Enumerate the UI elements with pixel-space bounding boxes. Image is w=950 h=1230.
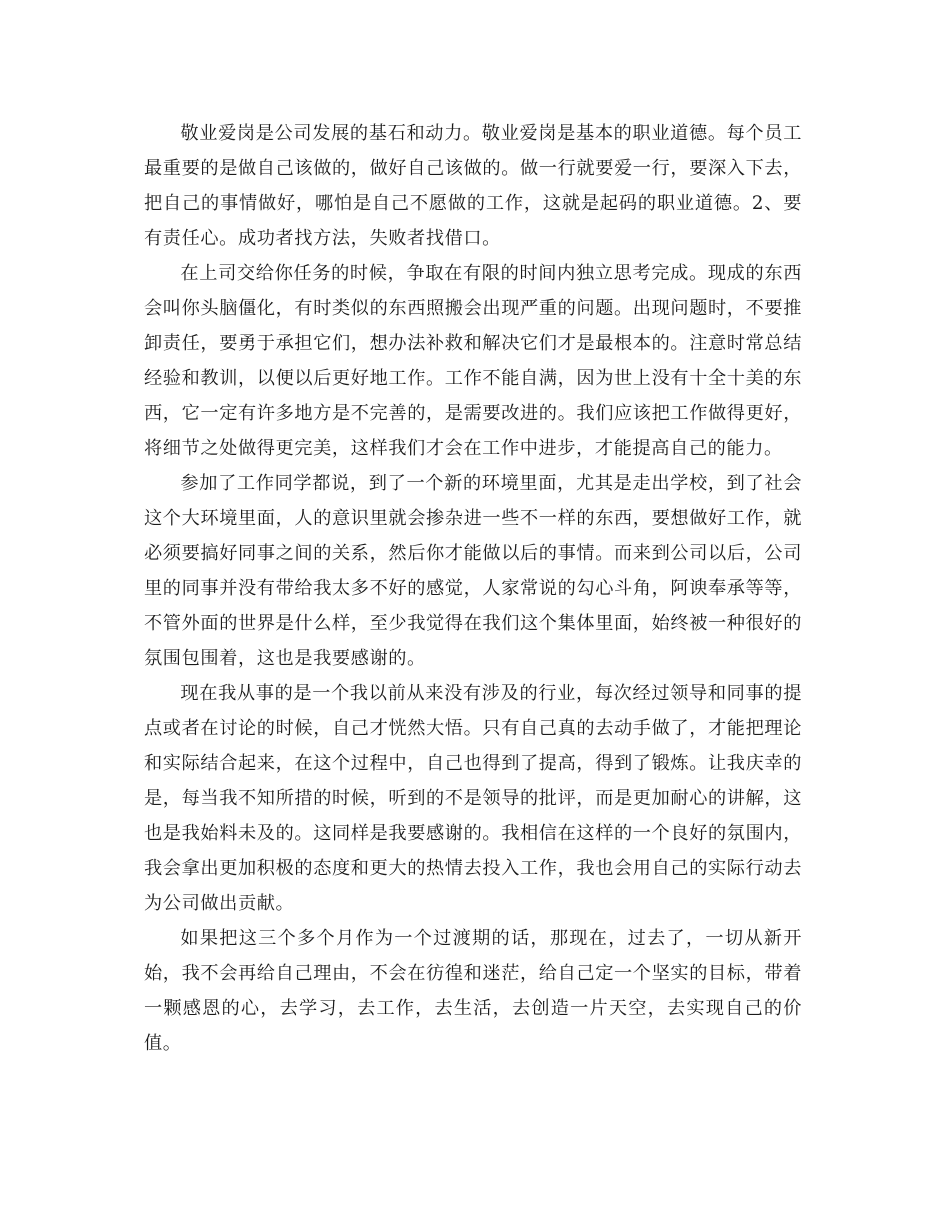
paragraph-3: 参加了工作同学都说，到了一个新的环境里面，尤其是走出学校，到了社会这个大环境里面，人的意识里就会掺杂进一些不一样的东西，要想做好工作，就必须要搞好同事之间的关系，然后你才能做以后的事情。而来到公司以后，公司里的同事并没有带给我太多不好的感觉，人家常说的勾心斗角，阿谀奉承等等，不管外面的世界是什么样，至少我觉得在我们这个集体里面，始终被一种很好的氛围包围着，这也是我要感谢的。 [144,473,802,669]
paragraph-5: 如果把这三个多个月作为一个过渡期的话，那现在，过去了，一切从新开始，我不会再给自己理由，不会在彷徨和迷茫，给自己定一个坚实的目标，带着一颗感恩的心，去学习，去工作，去生活，去创造一片天空，去实现自己的价值。 [144,928,802,1054]
document-body [144,116,802,1061]
paragraph-2: 在上司交给你任务的时候，争取在有限的时间内独立思考完成。现成的东西会叫你头脑僵化，有时类似的东西照搬会出现严重的问题。出现问题时，不要推卸责任，要勇于承担它们，想办法补救和解决它们才是最根本的。注意时常总结经验和教训，以便以后更好地工作。工作不能自满，因为世上没有十全十美的东西，它一定有许多地方是不完善的，是需要改进的。我们应该把工作做得更好，将细节之处做得更完美，这样我们才会在工作中进步，才能提高自己的能力。 [144,263,802,459]
paragraph-1: 敬业爱岗是公司发展的基石和动力。敬业爱岗是基本的职业道德。每个员工最重要的是做自己该做的，做好自己该做的。做一行就要爱一行，要深入下去，把自己的事情做好，哪怕是自己不愿做的工作，这就是起码的职业道德。2、要有责任心。成功者找方法，失败者找借口。 [144,123,802,249]
paragraph-4: 现在我从事的是一个我以前从来没有涉及的行业，每次经过领导和同事的提点或者在讨论的时候，自己才恍然大悟。只有自己真的去动手做了，才能把理论和实际结合起来，在这个过程中，自己也得到了提高，得到了锻炼。让我庆幸的是，每当我不知所措的时候，听到的不是领导的批评，而是更加耐心的讲解，这也是我始料未及的。这同样是我要感谢的。我相信在这样的一个良好的氛围内，我会拿出更加积极的态度和更大的热情去投入工作，我也会用自己的实际行动去为公司做出贡献。 [144,683,802,914]
